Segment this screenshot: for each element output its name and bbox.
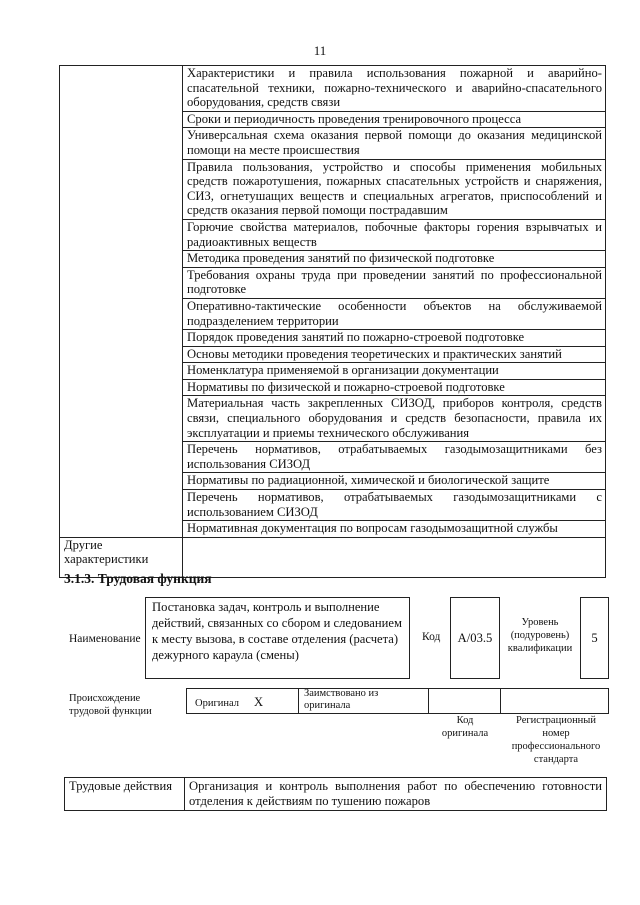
divider <box>428 688 429 714</box>
table-row <box>60 363 606 380</box>
actions-label: Трудовые действия <box>65 778 185 811</box>
original-mark: X <box>254 695 264 709</box>
table-row <box>60 219 606 250</box>
row-label-cell <box>60 298 183 329</box>
table-row <box>60 330 606 347</box>
knowledge-item: Сроки и периодичность проведения тренировочного процесса <box>183 111 606 128</box>
row-label-cell <box>60 66 183 112</box>
table-row <box>60 128 606 159</box>
row-label-cell <box>60 521 183 538</box>
level-value: 5 <box>580 597 609 679</box>
row-label-cell <box>60 396 183 442</box>
table-row <box>60 298 606 329</box>
row-label-cell <box>60 219 183 250</box>
row-label-cell <box>60 267 183 298</box>
row-label-cell <box>60 363 183 380</box>
table-row <box>60 521 606 538</box>
actions-table <box>64 777 607 811</box>
code-label: Код <box>422 631 441 643</box>
original-label: Оригинал <box>195 698 239 709</box>
knowledge-item: Методика проведения занятий по физической подготовке <box>183 251 606 268</box>
actions-value: Организация и контроль выполнения работ по обеспечению готовности отделения к действиям по тушению пожаров <box>185 778 607 811</box>
knowledge-item: Оперативно-тактические особенности объектов на обслуживаемой подразделением территории <box>183 298 606 329</box>
knowledge-item: Нормативы по радиационной, химической и биологической защите <box>183 473 606 490</box>
knowledge-item: Характеристики и правила использования пожарной и аварийно-спасательной техники, пожарно-технического и аварийно-спасательного оборудования, средств связи <box>183 66 606 112</box>
knowledge-item: Основы методики проведения теоретических и практических занятий <box>183 346 606 363</box>
function-code-value: А/03.5 <box>450 597 500 679</box>
row-label-cell <box>60 442 183 473</box>
row-label-cell <box>60 330 183 347</box>
section-title: 3.1.3. Трудовая функция <box>64 571 212 586</box>
row-label-cell <box>60 251 183 268</box>
table-row <box>60 111 606 128</box>
knowledge-item: Перечень нормативов, отрабатываемых газодымозащитниками без использования СИЗОД <box>183 442 606 473</box>
row-label-cell <box>60 128 183 159</box>
name-label: Наименование <box>69 633 141 645</box>
table-row <box>60 346 606 363</box>
knowledge-item: Нормативная документация по вопросам газодымозащитной службы <box>183 521 606 538</box>
table-row <box>60 251 606 268</box>
origin-label: Происхождение трудовой функции <box>69 693 152 717</box>
knowledge-item: Универсальная схема оказания первой помощи до оказания медицинской помощи на месте происшествия <box>183 128 606 159</box>
level-label: Уровень (подуровень) квалификации <box>507 617 573 654</box>
table-row <box>60 66 606 112</box>
knowledge-item: Требования охраны труда при проведении занятий по профессиональной подготовке <box>183 267 606 298</box>
knowledge-item: Номенклатура применяемой в организации документации <box>183 363 606 380</box>
table-row <box>60 442 606 473</box>
knowledge-item: Горючие свойства материалов, побочные факторы горения взрывчатых и радиоактивных веществ <box>183 219 606 250</box>
table-row <box>60 159 606 219</box>
row-label-cell <box>60 159 183 219</box>
borrowed-label: Заимствовано из оригинала <box>304 688 379 711</box>
function-name-value: Постановка задач, контроль и выполнение действий, связанных со сбором и следованием к месту вызова, в составе отделения (расчета) дежурного караула (смены) <box>145 597 410 679</box>
divider <box>500 688 501 714</box>
table-row <box>60 473 606 490</box>
knowledge-item: Материальная часть закрепленных СИЗОД, приборов контроля, средств связи, специального оборудования и средств безопасности, правила их эксплуатации и приемы технического обслуживания <box>183 396 606 442</box>
page-number: 11 <box>313 43 327 58</box>
code-caption: Код оригинала <box>441 715 489 739</box>
divider <box>298 688 299 714</box>
row-label-cell <box>60 473 183 490</box>
reg-caption: Регистрационный номер профессионального стандарта <box>511 715 601 765</box>
knowledge-item: Нормативы по физической и пожарно-строевой подготовке <box>183 379 606 396</box>
row-label-cell <box>60 379 183 396</box>
other-characteristics-value <box>183 537 606 577</box>
row-label-cell <box>60 490 183 521</box>
table-row <box>60 379 606 396</box>
row-label-cell <box>60 111 183 128</box>
knowledge-item: Правила пользования, устройство и способы применения мобильных средств пожаротушения, пожарных спасательных устройств и снаряжения, СИЗ, огнетушащих веществ и специальных агрегатов, приспособлений и средств оказания первой помощи пострадавшим <box>183 159 606 219</box>
row-label-cell <box>60 346 183 363</box>
table-row <box>60 396 606 442</box>
knowledge-item: Порядок проведения занятий по пожарно-строевой подготовке <box>183 330 606 347</box>
table-row <box>60 490 606 521</box>
knowledge-item: Перечень нормативов, отрабатываемых газодымозащитниками с использованием СИЗОД <box>183 490 606 521</box>
knowledge-table <box>59 65 606 578</box>
other-characteristics-label: Другие характеристики <box>60 537 183 577</box>
table-row <box>60 267 606 298</box>
